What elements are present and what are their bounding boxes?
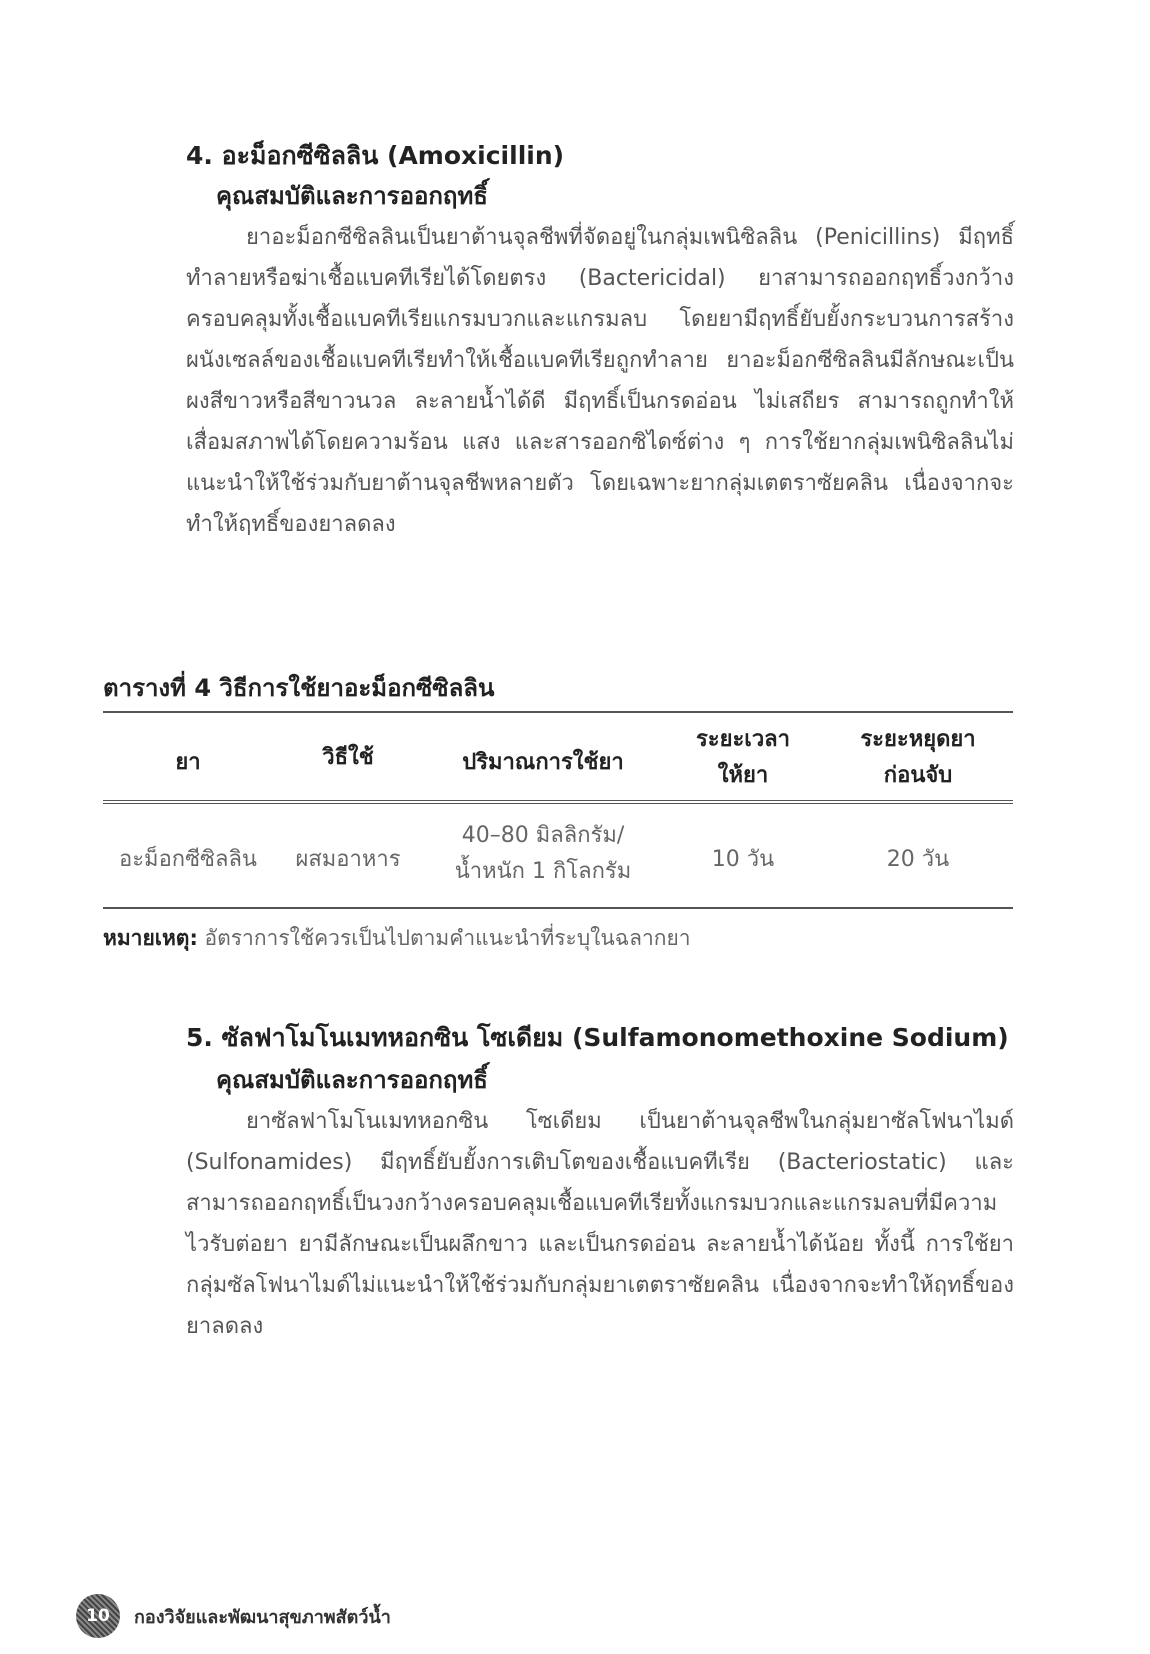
header-withdrawal [823,722,1013,794]
section-5-subheading: คุณสมบัติและการออกฤทธิ์ [216,1066,488,1094]
cell-dose-line1: 40–80 มิลลิกรัม/ [461,823,625,848]
cell-dose-line2: น้ำหนัก 1 กิโลกรัม [454,859,632,884]
table-header-rule [103,800,1013,804]
table-top-rule [103,711,1013,713]
cell-duration: 10 วัน [711,847,775,872]
header-duration-line1: ระยะเวลา [695,727,791,752]
section-4-paragraph: ยาอะม็อกซีซิลลินเป็นยาต้านจุลชีพที่จัดอยู่ในกลุ่มเพนิซิลลิน (Penicillins) มีฤทธิ์ทำลายหรือฆ่าเชื้อแบคทีเรียได้โดยตรง (Bactericidal) ยาสามารถออกฤทธิ์วงกว้างครอบคลุมทั้งเชื้อแบคทีเรียแกรมบวกและแกรมลบ โดยยามีฤทธิ์ยับยั้งกระบวนการสร้างผนังเซลล์ของเชื้อแบคทีเรียทำให้เชื้อแบคทีเรียถูกทำลาย ยาอะม็อกซีซิลลินมีลักษณะเป็นผงสีขาวหรือสีขาวนวล ละลายน้ำได้ดี มีฤทธิ์เป็นกรดอ่อน ไม่เสถียร สามารถถูกทำให้เสื่อมสภาพได้โดยความร้อน แสง และสารออกซิไดซ์ต่าง ๆ การใช้ยากลุ่มเพนิซิลลินไม่แนะนำให้ใช้ร่วมกับยาต้านจุลชีพหลายตัว โดยเฉพาะยากลุ่มเตตราซัยคลิน เนื่องจากจะทำให้ฤทธิ์ของยาลดลง [186,225,1014,537]
header-duration-line2: ให้ยา [717,763,769,788]
footer-org-name: กองวิจัยและพัฒนาสุขภาพสัตว์น้ำ [134,1606,391,1628]
cell-method: ผสมอาหาร [295,847,401,872]
header-withdrawal-line1: ระยะหยุดยา [860,727,976,752]
section-5-heading: 5. ซัลฟาโมโนเมทหอกซิน โซเดียม (Sulfamonomethoxine Sodium) [186,1023,1009,1052]
table-bottom-rule [103,907,1013,909]
note-text: อัตราการใช้ควรเป็นไปตามคำแนะนำที่ระบุในฉลากยา [197,926,691,950]
section-4-subheading: คุณสมบัติและการออกฤทธิ์ [216,182,488,210]
table-title: ตารางที่ 4 วิธีการใช้ยาอะม็อกซีซิลลิน [103,674,495,702]
cell-withdrawal: 20 วัน [886,847,950,872]
note-label: หมายเหตุ: [103,926,198,950]
cell-drug: อะม็อกซีซิลลิน [119,847,257,872]
table-note [103,922,691,955]
page-footer [76,1594,391,1638]
header-drug: ยา [175,750,201,775]
header-method: วิธีใช้ [322,745,374,770]
header-withdrawal-line2: ก่อนจับ [883,763,953,788]
page-number-badge: 10 [76,1594,120,1638]
section-4-heading: 4. อะม็อกซีซิลลิน (Amoxicillin) [186,141,565,170]
header-duration [663,722,823,794]
section-5-paragraph: ยาซัลฟาโมโนเมทหอกซิน โซเดียม เป็นยาต้านจุลชีพในกลุ่มยาซัลโฟนาไมด์ (Sulfonamides) มีฤทธิ์ยับยั้งการเติบโตของเชื้อแบคทีเรีย (Bacteriostatic) และสามารถออกฤทธิ์เป็นวงกว้างครอบคลุมเชื้อแบคทีเรียทั้งแกรมบวกและแกรมลบที่มีความไวรับต่อยา ยามีลักษณะเป็นผลึกขาว และเป็นกรดอ่อน ละลายน้ำได้น้อย ทั้งนี้ การใช้ยากลุ่มซัลโฟนาไมด์ไม่แนะนำให้ใช้ร่วมกับกลุ่มยาเตตราซัยคลิน เนื่องจากจะทำให้ฤทธิ์ของยาลดลง [186,1109,1014,1339]
cell-dose [423,818,663,890]
header-dose: ปริมาณการใช้ยา [462,750,624,775]
